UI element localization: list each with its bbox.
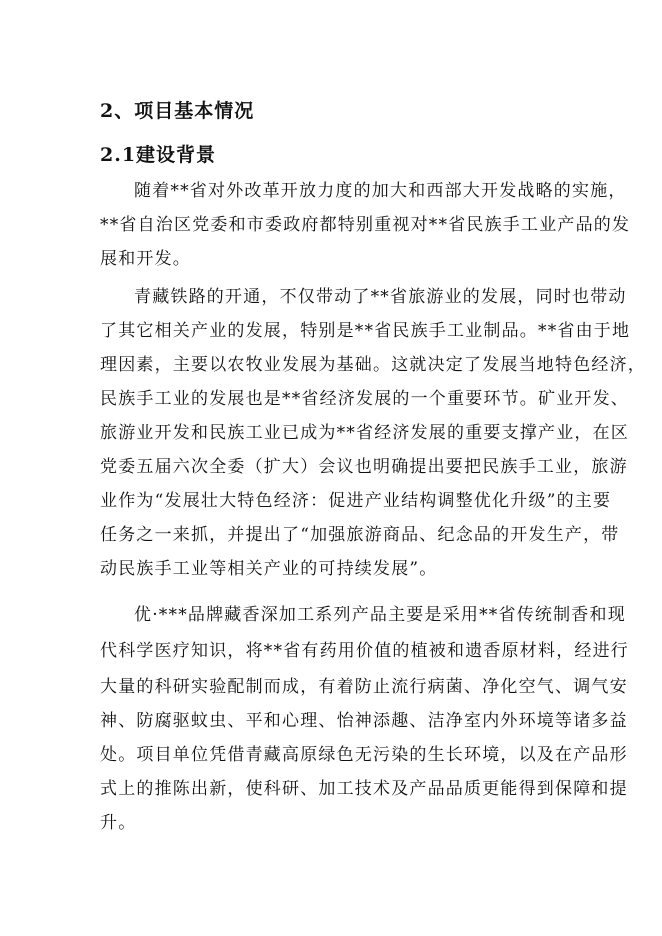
section-heading: 2、项目基本情况 <box>100 100 255 122</box>
paragraph-2-line-3: 理因素，主要以农牧业发展为基础。这就决定了发展当地特色经济， <box>100 355 646 375</box>
paragraph-2-line-5: 旅游业开发和民族工业已成为**省经济发展的重要支撑产业，在区 <box>100 423 629 443</box>
paragraph-3-line-5: 处。项目单位凭借青藏高原绿色无污染的生长环境，以及在产品形 <box>100 745 628 765</box>
paragraph-2-line-1: 青藏铁路的开通，不仅带动了**省旅游业的发展，同时也带动 <box>134 287 627 307</box>
paragraph-3-line-2: 代科学医疗知识，将**省有药用价值的植被和遗香原材料，经进行 <box>100 641 629 661</box>
paragraph-3-line-1: 优·***品牌藏香深加工系列产品主要是采用**省传统制香和现 <box>134 605 626 625</box>
paragraph-3-line-6: 式上的推陈出新，使科研、加工技术及产品品质更能得到保障和提 <box>100 779 628 799</box>
paragraph-3-line-3: 大量的科研实验配制而成，有着防止流行病菌、净化空气、调气安 <box>100 677 628 697</box>
paragraph-2-line-7: 业作为“发展壮大特色经济：促进产业结构调整优化升级”的主要 <box>100 491 612 511</box>
paragraph-2-line-4: 民族手工业的发展也是**省经济发展的一个重要环节。矿业开发、 <box>100 389 629 409</box>
paragraph-2-line-2: 了其它相关产业的发展，特别是**省民族手工业制品。**省由于地 <box>100 321 631 341</box>
paragraph-2-line-8: 任务之一来抓，并提出了“加强旅游商品、纪念品的开发生产，带 <box>100 525 620 545</box>
paragraph-1-line-2: **省自治区党委和市委政府都特别重视对**省民族手工业产品的发 <box>100 215 631 235</box>
paragraph-1-line-1: 随着**省对外改革开放力度的加大和西部大开发战略的实施， <box>134 181 627 201</box>
paragraph-3-line-4: 神、防腐驱蚊虫、平和心理、怡神添趣、洁净室内外环境等诸多益 <box>100 711 628 731</box>
paragraph-3-line-7: 升。 <box>100 813 137 833</box>
paragraph-2-line-9: 动民族手工业等相关产业的可持续发展”。 <box>100 559 438 579</box>
paragraph-1-line-3: 展和开发。 <box>100 249 191 269</box>
paragraph-2-line-6: 党委五届六次全委（扩大）会议也明确提出要把民族手工业，旅游 <box>100 457 628 477</box>
subsection-heading: 2.1建设背景 <box>100 144 217 166</box>
